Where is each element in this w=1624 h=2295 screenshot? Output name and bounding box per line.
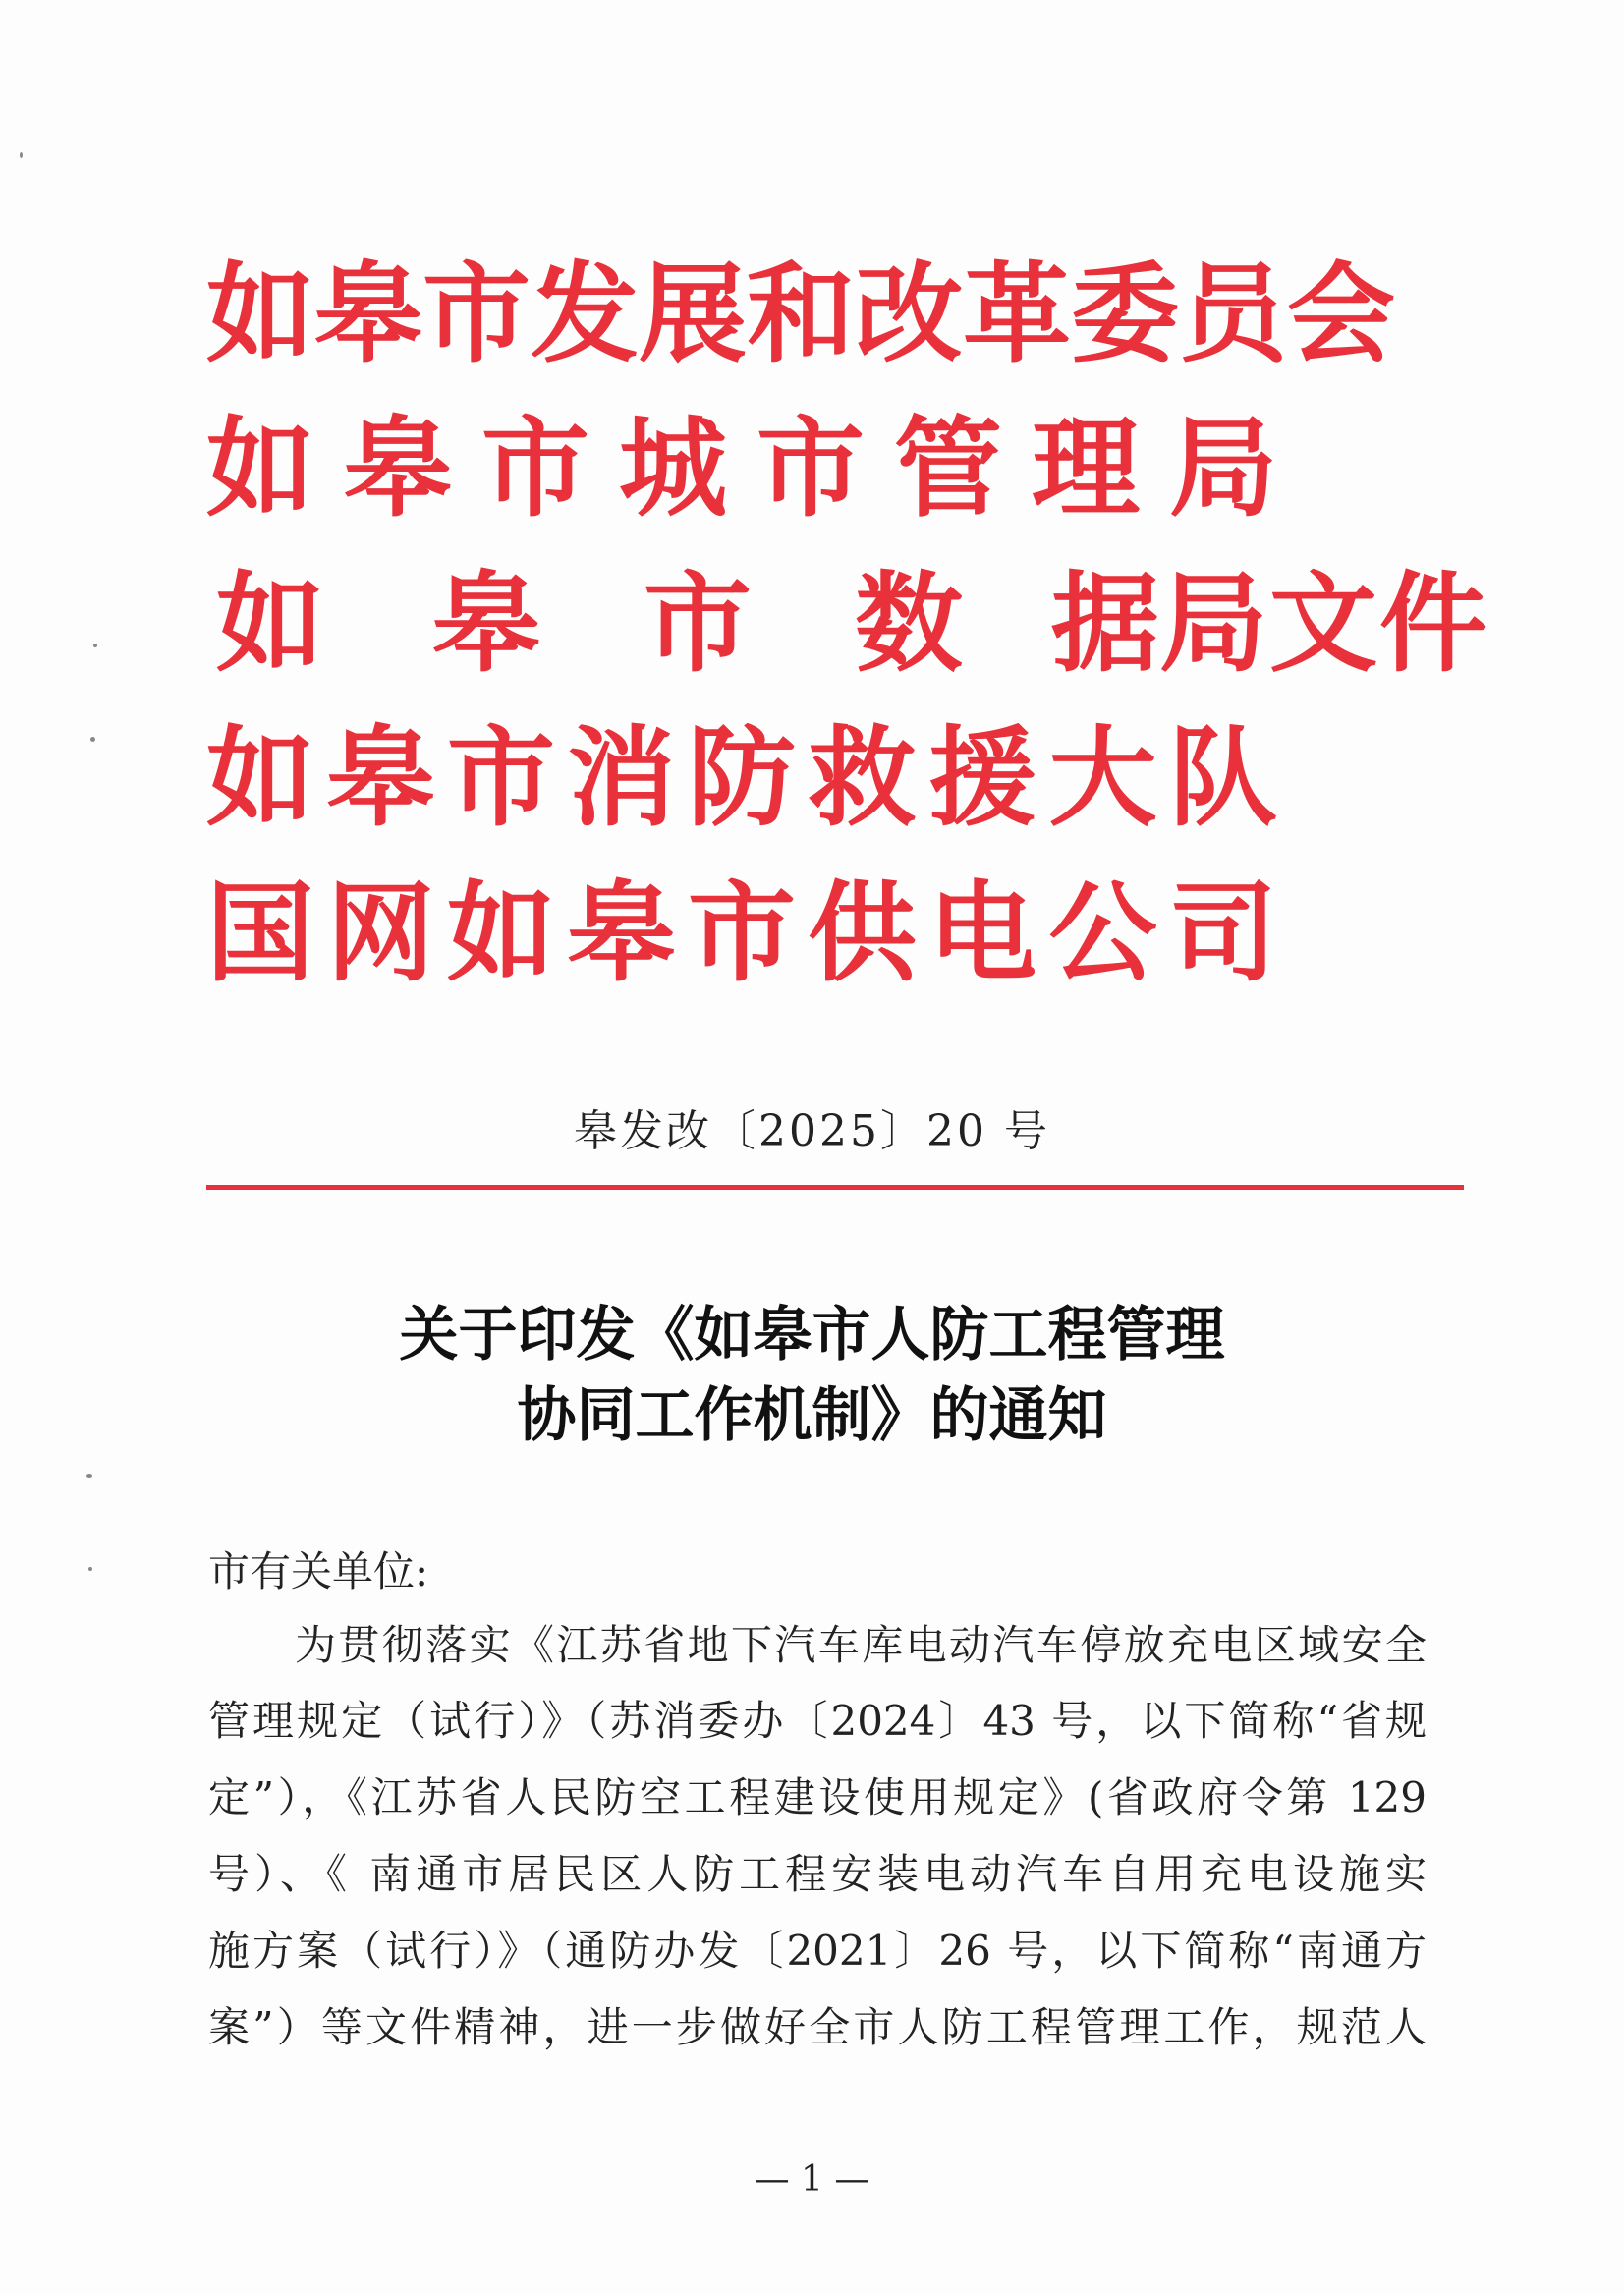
body-line: 定”），《江苏省人民防空工程建设使用规定》(省政府令第 129 [208, 1773, 1427, 1821]
salutation: 市有关单位: [208, 1547, 429, 1595]
agency-line-urban-management [206, 405, 1277, 532]
agency-char: 市 [644, 560, 752, 687]
agency-char: 大 [1048, 714, 1157, 841]
agency-char: 皋 [326, 714, 435, 841]
body-line: 号）、《 南通市居民区人防工程安装电动汽车自用充电设施实 [208, 1850, 1427, 1898]
scan-speck [90, 737, 95, 742]
agency-char: 队 [1169, 714, 1277, 841]
agency-char: 消 [567, 714, 676, 841]
agency-char: 如 [206, 251, 314, 377]
agency-char: 数 [855, 560, 963, 687]
body-line: 管理规定（试行）》（苏消委办〔2024〕43 号，以下简称“省规 [208, 1697, 1427, 1745]
agency-char: 如 [447, 869, 555, 996]
agency-char: 员 [1179, 251, 1287, 377]
agency-char: 市 [422, 251, 531, 377]
agency-char: 革 [963, 251, 1071, 377]
agency-char: 会 [1287, 251, 1395, 377]
page-number: — 1 — [754, 2159, 870, 2200]
agency-char: 据 [1051, 560, 1159, 687]
agency-char-document: 局文件 [1159, 560, 1489, 687]
agency-char: 皋 [314, 251, 422, 377]
body-line: 施方案（试行）》（通防办发〔2021〕26 号，以下简称“南通方 [208, 1927, 1427, 1975]
title-line-1: 关于印发《如皋市人防工程管理 [399, 1301, 1225, 1370]
agency-char: 供 [808, 869, 917, 996]
agency-char: 市 [756, 405, 865, 532]
agency-char: 国 [206, 869, 314, 996]
agency-char: 防 [688, 714, 796, 841]
scan-speck [20, 152, 23, 158]
agency-char: 理 [1032, 405, 1140, 532]
agency-char: 展 [639, 251, 747, 377]
agency-char: 发 [531, 251, 639, 377]
agency-char: 局 [1169, 405, 1277, 532]
document-title [0, 1295, 1624, 1456]
agency-char: 如 [216, 560, 324, 687]
scan-speck [93, 644, 97, 647]
agency-char: 市 [481, 405, 589, 532]
body-line: 案”）等文件精神，进一步做好全市人防工程管理工作，规范人 [208, 2003, 1427, 2051]
agency-line-development-reform [206, 251, 1395, 378]
agency-char: 司 [1169, 869, 1277, 996]
agency-char: 如 [206, 405, 314, 532]
agency-char: 救 [808, 714, 917, 841]
agency-char: 皋 [567, 869, 676, 996]
agency-char: 电 [928, 869, 1036, 996]
document-number: 皋发改〔2025〕20 号 [574, 1106, 1050, 1156]
agency-char: 皋 [432, 560, 540, 687]
agency-char: 管 [894, 405, 1002, 532]
scan-speck [86, 1474, 92, 1478]
agency-line-power-supply [206, 869, 1277, 997]
agency-char: 如 [206, 714, 314, 841]
agency-char: 援 [928, 714, 1036, 841]
scan-speck [88, 1567, 92, 1571]
agency-line-fire-rescue [206, 714, 1277, 842]
agency-char: 改 [855, 251, 963, 377]
agency-char: 市 [447, 714, 555, 841]
red-separator-line [206, 1185, 1464, 1190]
agency-line-data-bureau [206, 560, 1489, 688]
agency-char: 公 [1048, 869, 1157, 996]
agency-char: 城 [619, 405, 727, 532]
agency-char: 皋 [344, 405, 452, 532]
title-line-2: 协同工作机制》的通知 [517, 1381, 1107, 1450]
agency-char: 委 [1071, 251, 1179, 377]
agency-char: 市 [688, 869, 796, 996]
agency-char: 网 [326, 869, 435, 996]
body-line: 为贯彻落实《江苏省地下汽车库电动汽车停放充电区域安全 [295, 1621, 1427, 1669]
agency-char: 和 [747, 251, 855, 377]
